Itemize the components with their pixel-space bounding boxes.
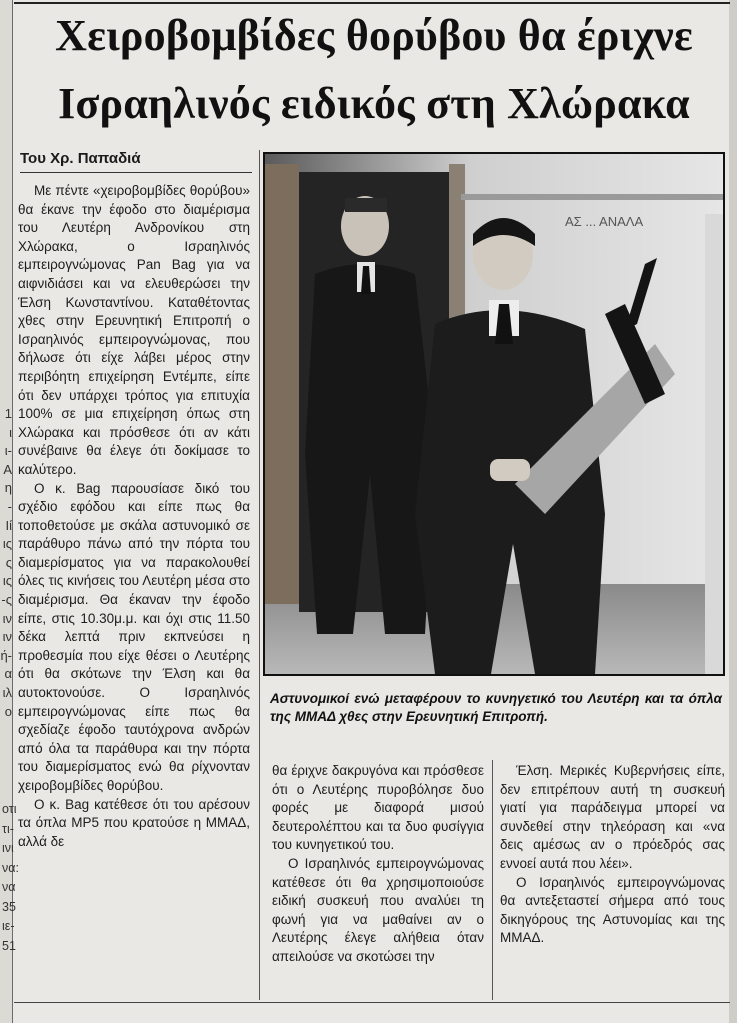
photo-caption: Αστυνομικοί ενώ μεταφέρουν το κυνηγετικό του Λευτέρη και τα όπλα της ΜΜΑΔ χθες στην Ερευνητική Επιτροπή. xyxy=(270,691,722,724)
headline-line-2: Ισραηλινός ειδικός στη Χλώρακα xyxy=(58,79,690,128)
paragraph: Ο κ. Bag κατέθεσε ότι του αρέσουν τα όπλα MP5 που κρατούσε η ΜΜΑΔ, αλλά δε xyxy=(18,796,250,849)
column-divider xyxy=(259,150,260,1000)
paragraph: Με πέντε «χειροβομβίδες θορύβου» θα έκανε την έφοδο στο διαμέρισμα του Λευτέρη Ανδρονίκου στη Χλώρακα, ο Ισραηλινός εμπειρογνώμονας Pan Bag για να αιφνιδιάσει και να ελευθερώσει την Έλση Κωνσταντίνου. Καταθέτοντας χθες στην Ερευνητική Επιτροπή ο Ισραηλινός εμπειρογνώμονας, που δήλωσε ότι είχε λάβει μέρος στην περιβόητη επιχείρηση Εντέμπε, είπε ότι δεν υπάρχει τρόπος για επιτυχία 100% σε μια επιχείρηση όπως στη Χλώρακα και πρόσθεσε ότι αν κάτι συνέβαινε θα έλεγε ότι δοκίμασε το καλύτερο. xyxy=(18,183,250,477)
article-column-1 xyxy=(18,182,250,851)
byline-rule xyxy=(20,172,252,173)
right-page-edge xyxy=(729,0,737,1023)
wall-sign-text: ΑΣ ... ΑΝΑΛΑ xyxy=(565,214,644,229)
news-photo xyxy=(263,152,725,676)
byline: Του Χρ. Παπαδιά xyxy=(20,150,141,167)
headline-line-1: Χειροβομβίδες θορύβου θα έριχνε xyxy=(55,11,693,60)
paragraph: θα έριχνε δακρυγόνα και πρόσθεσε ότι ο Λευτέρης πυροβόλησε δυο φορές με διαφορά μισού δευτερολέπτου και τα δυο φυσίγγια του κυνηγετικού του. xyxy=(272,763,484,853)
paragraph: Ο Ισραηλινός εμπειρογνώμονας θα αντεξεταστεί σήμερα από τους δικηγόρους της Αστυνομίας και της ΜΜΑΔ. xyxy=(500,874,725,946)
photo-illustration xyxy=(265,154,723,674)
paragraph: Έλση. Μερικές Κυβερνήσεις είπε, δεν επιτρέπουν αυτή τη συσκευή γιατί για παράδειγμα μπορεί να συνδεθεί στην τηλεόραση και «να δεις αμέσως αν ο πρόεδρός σας εννοεί αυτά που λέει». xyxy=(500,763,725,871)
bottom-rule xyxy=(14,1002,730,1003)
column-divider xyxy=(492,760,493,1000)
paragraph: Ο Ισραηλινός εμπειρογνώμονας κατέθεσε ότι θα χρησιμοποιούσε ειδική συσκευή που αναλύει τη φωνή για να μαθαίνει αν ο Λευτέρης έλεγε αλήθεια όταν απειλούσε να σκοτώσει την xyxy=(272,855,484,964)
paragraph: Ο κ. Bag παρουσίασε δικό του σχέδιο εφόδου και είπε πως θα τοποθετούσε με σκάλα αστυνομικό σε παράθυρο πάνω από την πόρτα του διαμερίσματος για να παρακολουθεί όλες τις κινήσεις του Λευτέρη μέσα στο διαμέρισμα. Θα έκαναν την έφοδο είπε, στις 10.30μ.μ. και όχι στις 11.50 δέκα λεπτά πριν εκπνεύσει η προθεσμία που είχε θέσει ο Λευτέρης ότι θα σκότωνε την Έλση και θα αυτοκτονούσε. Ο Ισραηλινός εμπειρογνώμονας είπε πως θα σχεδίαζε έφοδο ταυτόχρονα ανδρών από όλα τα παράθυρα και την πόρτα του διαμερίσματος ενώ θα ρίχνονταν χειροβομβίδες θορύβου. xyxy=(18,480,250,793)
article-column-2 xyxy=(272,762,484,967)
left-edge-fragments: 1 ι ι- Α η - Ιί ις ς ις -ς ιν ιν ή- α ιλ ο xyxy=(0,406,12,719)
bottom-left-edge-fragments: οτι τι- ινι να: να 35 ιε- 51 xyxy=(2,802,19,953)
article-column-3 xyxy=(500,762,725,948)
top-rule xyxy=(14,2,730,4)
